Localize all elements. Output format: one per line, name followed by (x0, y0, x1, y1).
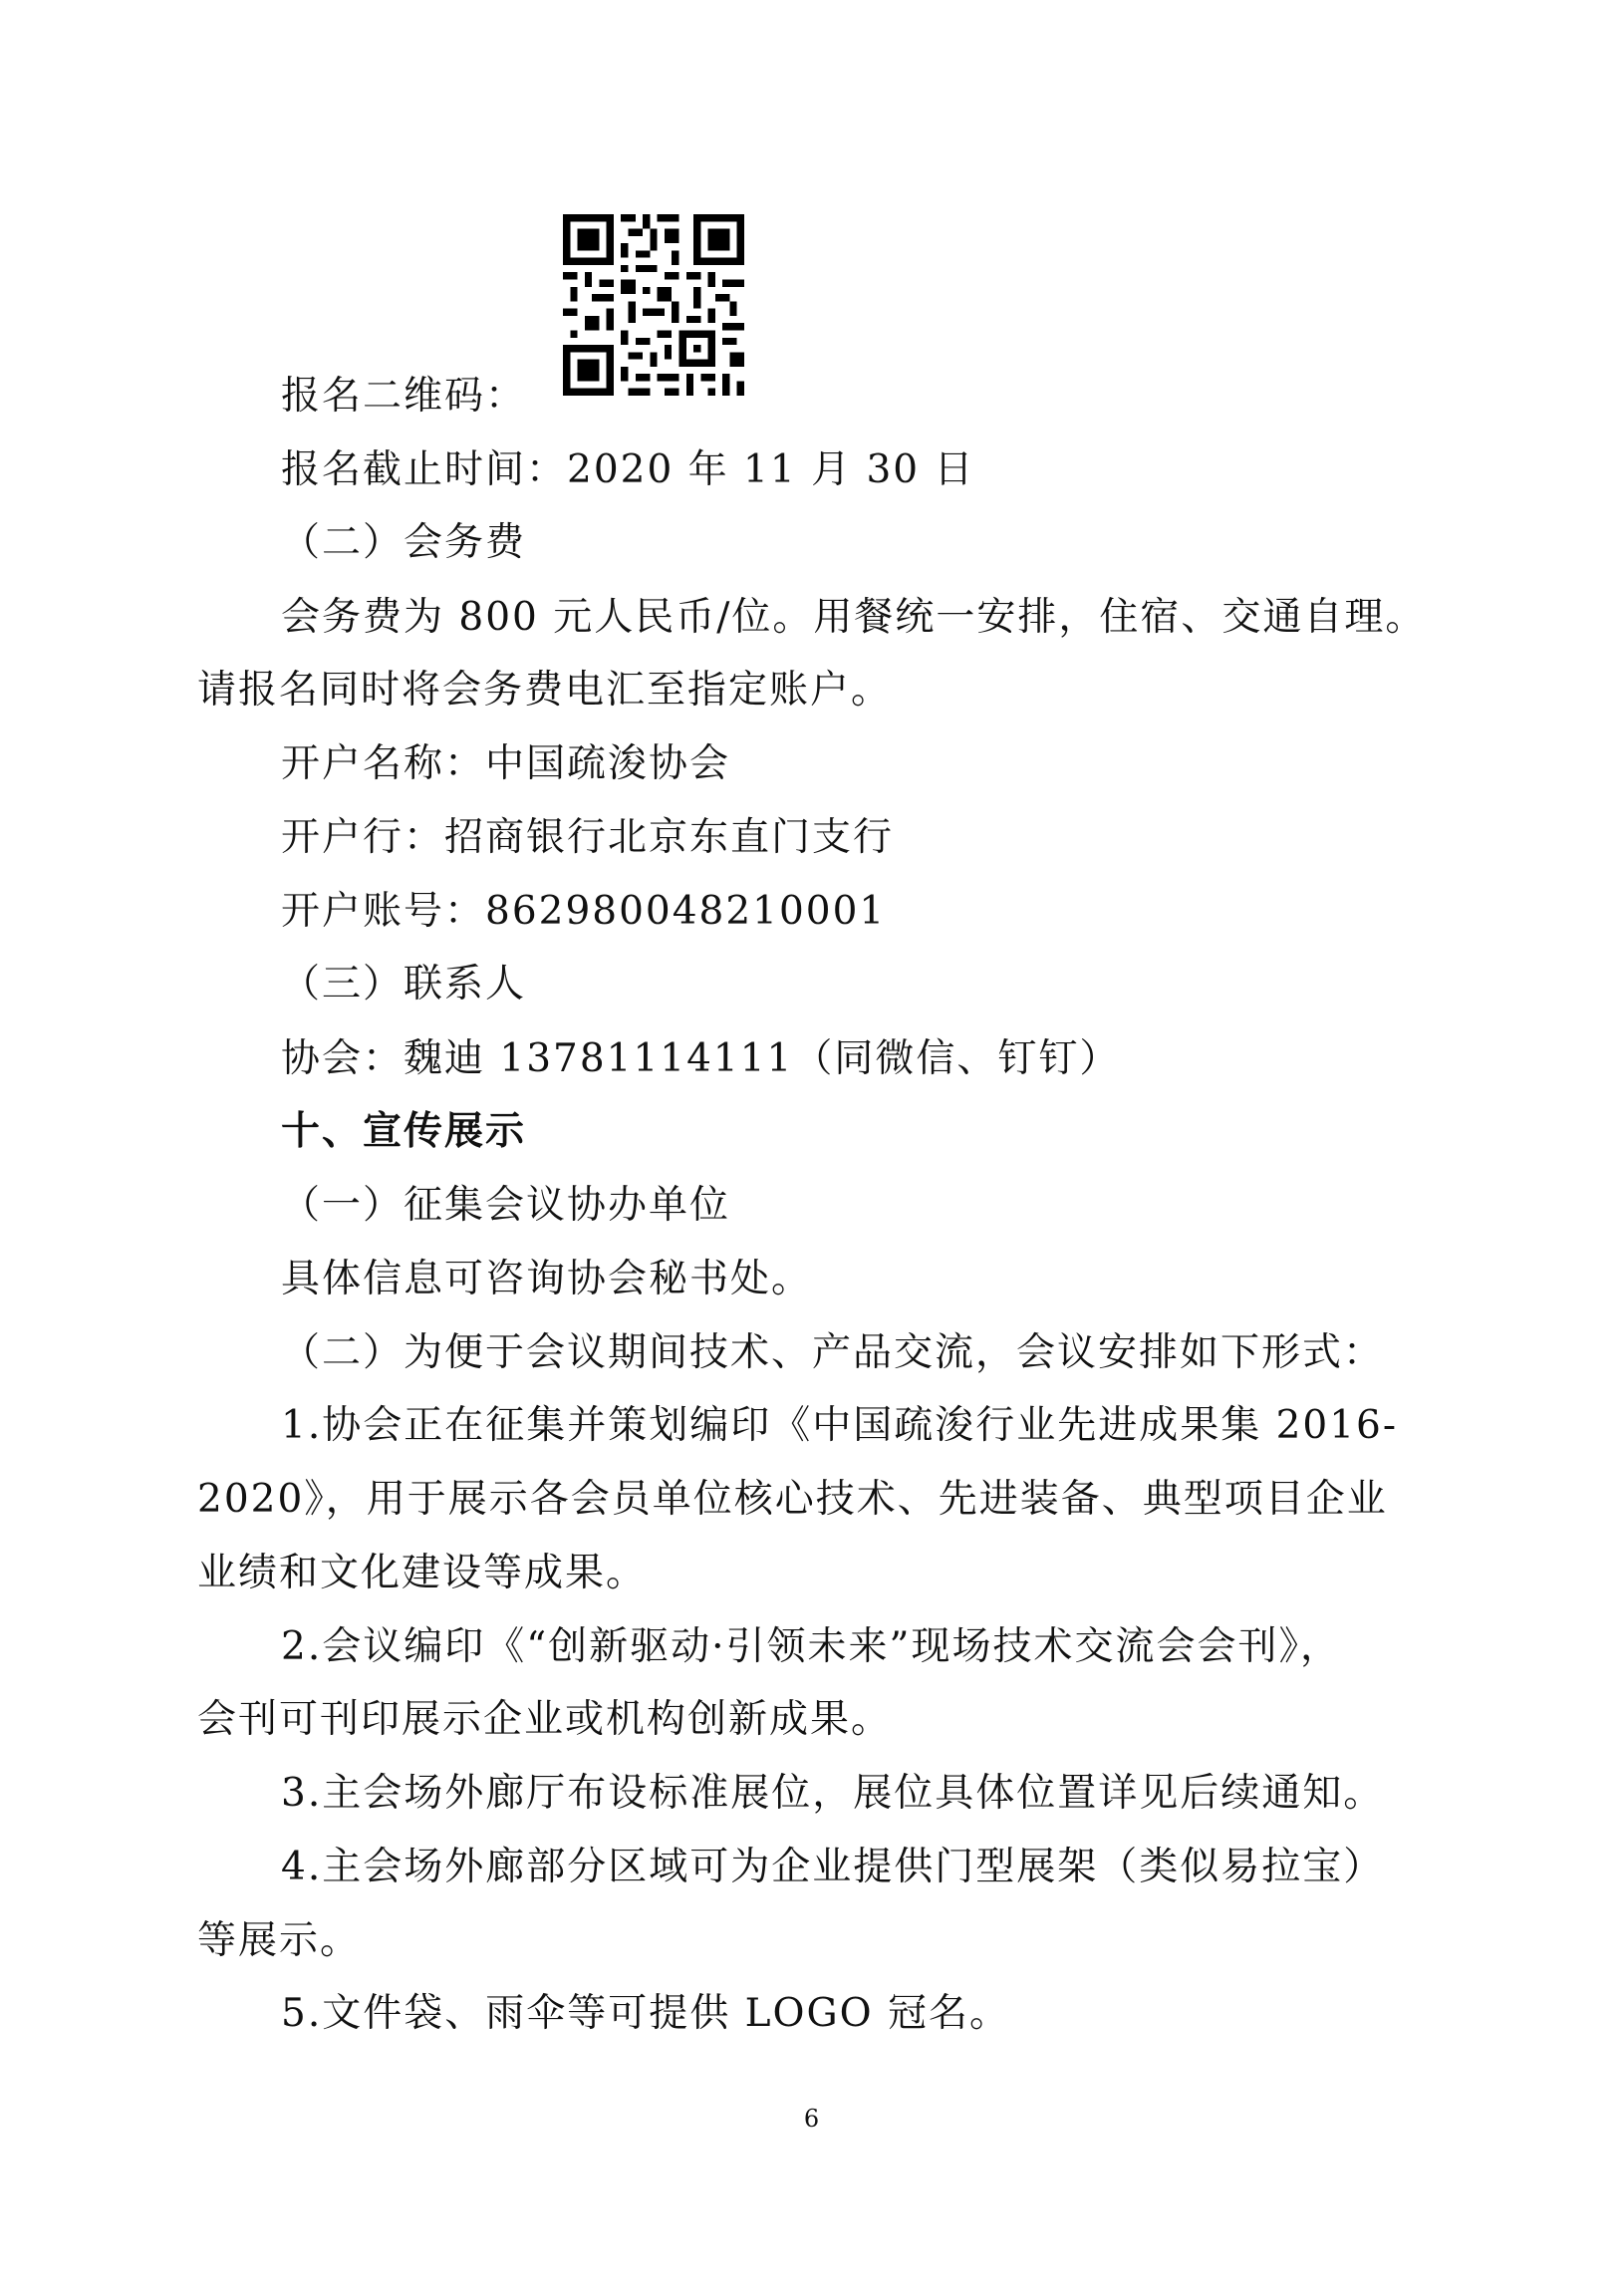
registration-deadline: 报名截止时间：2020 年 11 月 30 日 (281, 447, 975, 492)
co-organizer-text: 具体信息可咨询协会秘书处。 (281, 1257, 813, 1301)
bank-branch: 开户行：招商银行北京东直门支行 (281, 815, 895, 860)
contact-section-heading: （三）联系人 (281, 962, 527, 1006)
contact-person: 协会：魏迪 13781114111（同微信、钉钉） (281, 1036, 1121, 1081)
fee-description-line-1: 会务费为 800 元人民币/位。用餐统一安排，住宿、交通自理。 (281, 595, 1427, 640)
account-number: 开户账号：862980048210001 (281, 889, 887, 934)
item-1-line-2: 2020》，用于展示各会员单位核心技术、先进装备、典型项目企业 (197, 1477, 1388, 1522)
co-organizer-heading: （一）征集会议协办单位 (281, 1183, 731, 1228)
item-1-line-1: 1.协会正在征集并策划编印《中国疏浚行业先进成果集 2016- (281, 1403, 1399, 1448)
item-2-line-2: 会刊可刊印展示企业或机构创新成果。 (197, 1697, 893, 1742)
page-number: 6 (803, 2105, 820, 2133)
qr-code-label: 报名二维码： (281, 374, 527, 419)
item-4-line-1: 4.主会场外廊部分区域可为企业提供门型展架（类似易拉宝） (281, 1845, 1385, 1889)
item-1-line-3: 业绩和文化建设等成果。 (197, 1551, 648, 1595)
fee-description-line-2: 请报名同时将会务费电汇至指定账户。 (197, 668, 893, 713)
fee-section-heading: （二）会务费 (281, 520, 527, 565)
item-3: 3.主会场外廊厅布设标准展位，展位具体位置详见后续通知。 (281, 1771, 1385, 1816)
item-5: 5.文件袋、雨伞等可提供 LOGO 冠名。 (281, 1991, 1011, 2036)
item-2-line-1: 2.会议编印《“创新驱动·引领未来”现场技术交流会会刊》， (281, 1624, 1341, 1669)
registration-qr-code[interactable] (563, 213, 744, 397)
promotion-section-heading: 十、宣传展示 (281, 1109, 527, 1154)
exchange-format-heading: （二）为便于会议期间技术、产品交流，会议安排如下形式： (281, 1330, 1385, 1375)
account-name: 开户名称：中国疏浚协会 (281, 741, 731, 786)
item-4-line-2: 等展示。 (197, 1918, 362, 1963)
